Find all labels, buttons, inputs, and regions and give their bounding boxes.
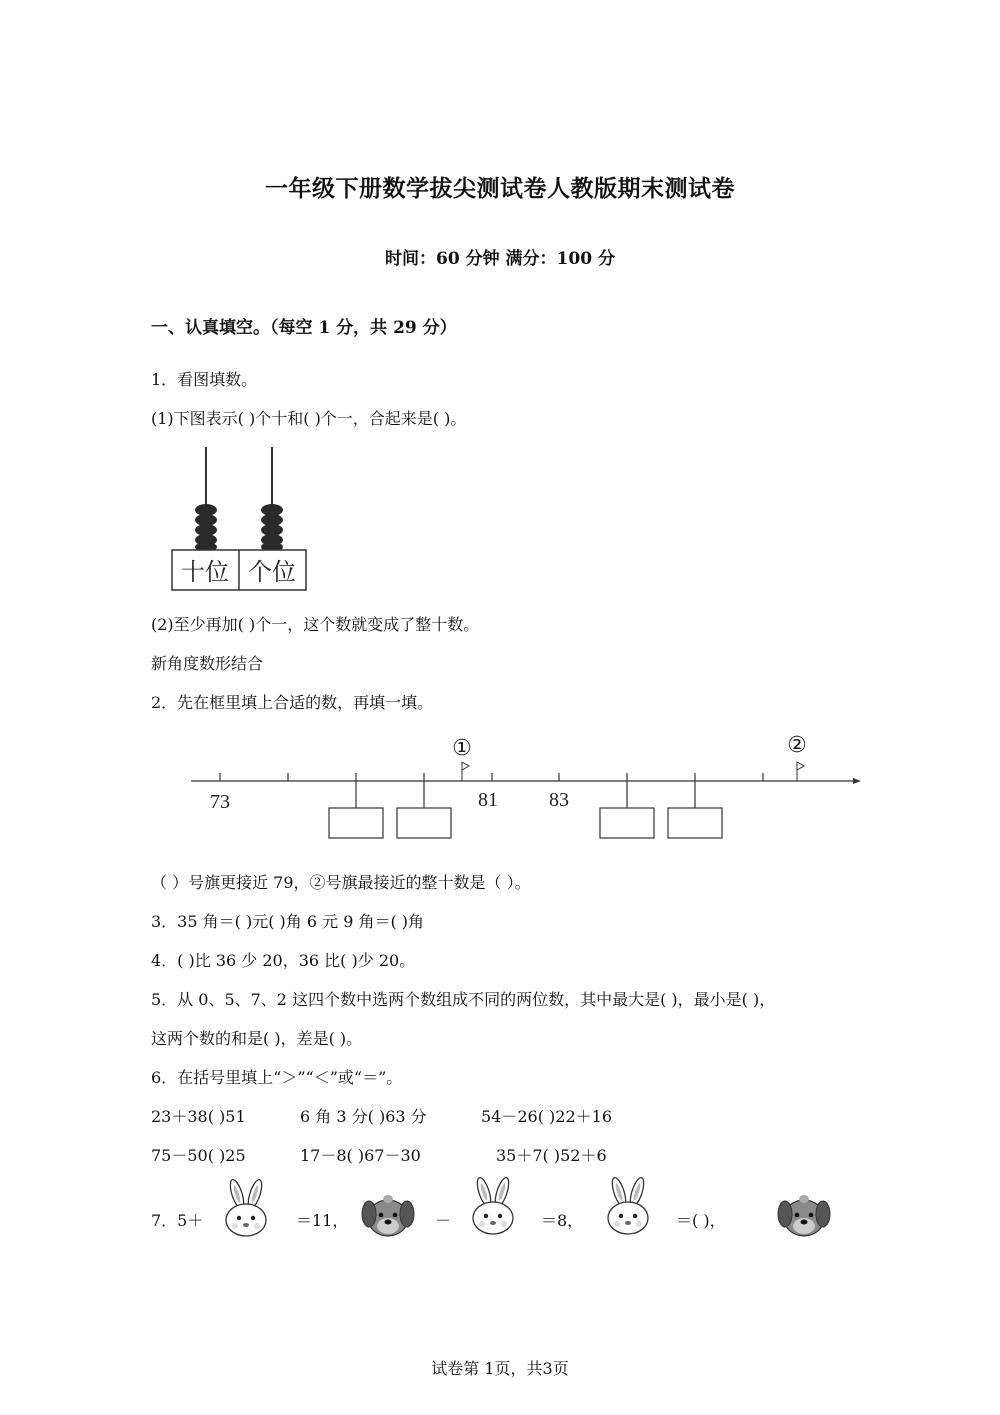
abacus-diagram (168, 442, 313, 594)
q6-row2-item1: 75－50( )25 (151, 1146, 246, 1165)
dog-icon (360, 1190, 416, 1240)
flag-2-label: ② (787, 733, 807, 758)
q6-row1-item1: 23＋38( )51 (151, 1107, 246, 1126)
q6-row2-item3: 35＋7( )52＋6 (496, 1146, 607, 1165)
q5-line1: 5．从 0、5、7、2 这四个数中选两个数组成不同的两位数，其中最大是( )，最小是( )， (151, 990, 776, 1009)
q7-eq1: ＝11， (296, 1211, 349, 1230)
page-footer: 试卷第 1页，共3页 (431, 1359, 569, 1378)
ones-beads (261, 504, 283, 552)
q4: 4．( )比 36 少 20，36 比( )少 20。 (151, 951, 416, 970)
q6-row1-item3: 54－26( )22＋16 (481, 1107, 613, 1126)
q6-label: 6．在括号里填上“＞”“＜”或“＝”。 (151, 1068, 403, 1087)
flag-1 (452, 736, 472, 781)
answer-box-4 (668, 808, 722, 838)
flag-1-label: ① (452, 736, 472, 761)
rabbit-icon (597, 1176, 659, 1238)
answer-box-3 (600, 808, 654, 838)
section-heading-1: 一、认真填空。（每空 1 分，共 29 分） (151, 318, 457, 338)
number-line (185, 728, 865, 848)
ones-place-label: 个位 (248, 558, 296, 586)
answer-box-2 (397, 808, 451, 838)
tick-label-81: 81 (478, 789, 498, 811)
q5-line2: 这两个数的和是( )，差是( )。 (151, 1029, 363, 1048)
q2-label: 2．先在框里填上合适的数，再填一填。 (151, 693, 434, 712)
q2-answer: （ ）号旗更接近 79，②号旗最接近的整十数是（ ）。 (151, 873, 531, 892)
category-note: 新角度数形结合 (151, 654, 264, 673)
tick-label-83: 83 (549, 789, 569, 811)
q7-eq3: ＝( )， (676, 1211, 726, 1230)
rabbit-icon (462, 1176, 524, 1238)
page-title: 一年级下册数学拔尖测试卷人教版期末测试卷 (265, 176, 735, 202)
tick-label-73: 73 (210, 791, 230, 813)
q6-row1-item2: 6 角 3 分( )63 分 (300, 1107, 427, 1126)
q7-prefix: 7．5＋ (151, 1211, 204, 1230)
q6-row2-item2: 17－8( )67－30 (300, 1146, 421, 1165)
q3: 3．35 角＝( )元( )角 6 元 9 角＝( )角 (151, 912, 425, 931)
flag-2 (787, 733, 807, 781)
dog-icon (776, 1190, 832, 1240)
q1-part2: (2)至少再加( )个一，这个数就变成了整十数。 (151, 615, 480, 634)
exam-info: 时间：60 分钟 满分：100 分 (385, 249, 615, 269)
q7-minus: － (435, 1211, 452, 1230)
rabbit-icon (215, 1178, 277, 1240)
q1-label: 1．看图填数。 (151, 370, 258, 389)
q7-eq2: ＝8， (541, 1211, 584, 1230)
answer-box-1 (329, 808, 383, 838)
q1-part1: (1)下图表示( )个十和( )个一，合起来是( )。 (151, 409, 467, 428)
tens-beads (195, 504, 217, 552)
tens-place-label: 十位 (181, 558, 229, 586)
